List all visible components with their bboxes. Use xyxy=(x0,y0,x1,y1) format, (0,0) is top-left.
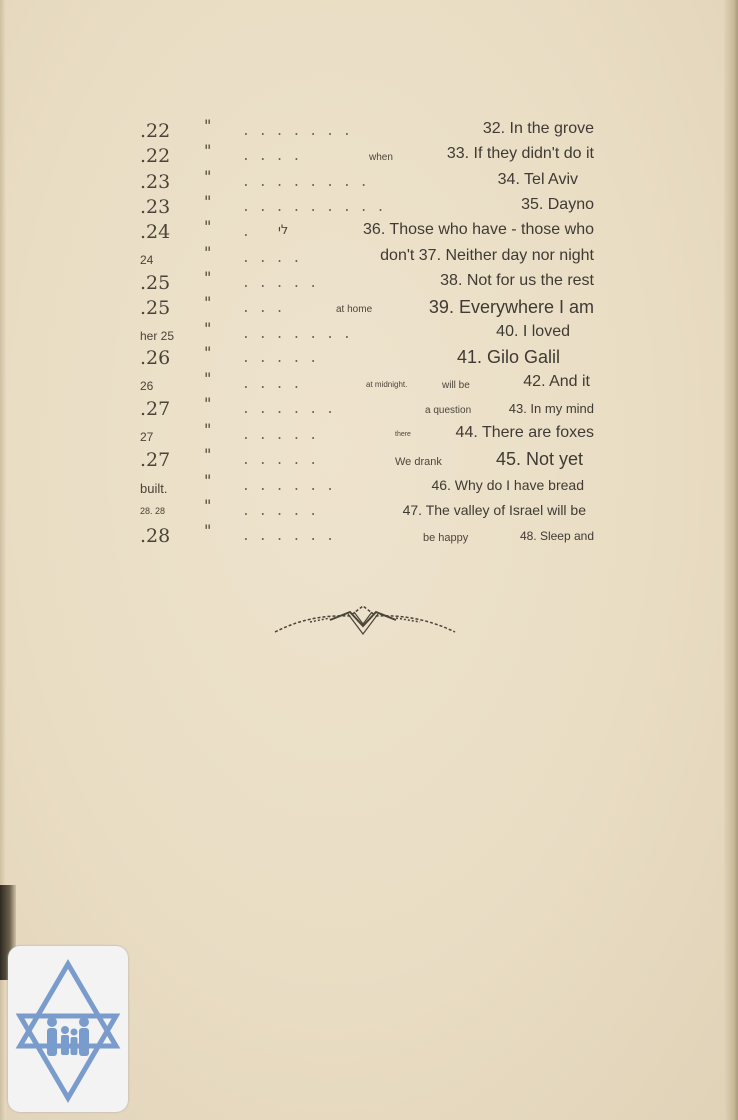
ditto-mark: " xyxy=(204,141,212,160)
leader-dots: ... xyxy=(242,301,293,316)
handwritten-note: at home xyxy=(336,304,373,315)
song-title: 46. Why do I have bread xyxy=(431,477,584,493)
toc-row xyxy=(0,141,738,171)
toc-row xyxy=(0,243,738,273)
ditto-mark: " xyxy=(204,192,212,211)
toc-row xyxy=(0,496,738,526)
leader-dots: ...... xyxy=(242,529,343,544)
toc-row xyxy=(0,445,738,475)
page-number: .23 xyxy=(140,171,171,193)
ditto-mark: " xyxy=(204,471,212,490)
page-number: .28 xyxy=(140,525,171,547)
ditto-mark: " xyxy=(204,217,212,236)
leader-dots: ..... xyxy=(242,276,327,291)
toc-row xyxy=(0,293,738,323)
handwritten-note: We drank xyxy=(395,456,442,468)
song-title: 33. If they didn't do it xyxy=(446,145,594,162)
ditto-mark: " xyxy=(204,293,212,312)
song-title: 47. The valley of Israel will be xyxy=(402,502,586,518)
ditto-mark: " xyxy=(204,521,212,540)
song-title: 48. Sleep and xyxy=(519,529,594,543)
leader-dots: ..... xyxy=(242,453,327,468)
leader-dots: ........ xyxy=(242,175,377,190)
page-number: her 25 xyxy=(140,329,175,343)
ditto-mark: " xyxy=(204,420,212,439)
song-title: 38. Not for us the rest xyxy=(440,272,594,289)
ditto-mark: " xyxy=(204,343,212,362)
song-title: 45. Not yet xyxy=(495,449,583,469)
song-title: 40. I loved xyxy=(496,323,570,340)
page-number: .27 xyxy=(140,449,171,471)
logo xyxy=(8,946,128,1112)
song-title: 43. In my mind xyxy=(508,401,594,416)
page-number: built. xyxy=(140,481,168,496)
handwritten-note: will be xyxy=(442,380,470,391)
page-number: 24 xyxy=(140,253,154,267)
handwritten-note: there xyxy=(395,431,411,438)
leader-dots: ..... xyxy=(242,351,327,366)
leader-dots: ......... xyxy=(242,200,394,215)
page-number: .24 xyxy=(140,221,171,243)
handwritten-note: a question xyxy=(425,405,472,416)
ditto-mark: " xyxy=(204,167,212,186)
page-number: .25 xyxy=(140,272,171,294)
hebrew-mark: לי xyxy=(278,223,289,238)
page-number: .22 xyxy=(140,145,171,167)
ditto-mark: " xyxy=(204,116,212,135)
ditto-mark: " xyxy=(204,394,212,413)
star-of-david-family-icon xyxy=(8,946,128,1112)
page-number: 27 xyxy=(140,430,154,444)
leader-dots: ..... xyxy=(242,428,327,443)
handwritten-note: be happy xyxy=(423,532,469,544)
ornament-divider-icon xyxy=(270,600,460,640)
page-number: 28. 28 xyxy=(140,506,166,516)
song-title: 42. And it xyxy=(523,373,590,390)
ditto-mark: " xyxy=(204,445,212,464)
toc-row xyxy=(0,268,738,298)
page-number: 26 xyxy=(140,379,154,393)
toc-row xyxy=(0,217,738,247)
ditto-mark: " xyxy=(204,496,212,515)
song-title: 32. In the grove xyxy=(482,120,594,137)
leader-dots: .... xyxy=(242,149,310,164)
page-number: .22 xyxy=(140,120,171,142)
toc-row xyxy=(0,192,738,222)
ditto-mark: " xyxy=(204,369,212,388)
leader-dots: ..... xyxy=(242,504,327,519)
handwritten-note: when xyxy=(369,152,393,163)
toc-row xyxy=(0,471,738,501)
toc-row xyxy=(0,116,738,146)
handwritten-note: at midnight. xyxy=(366,380,408,389)
toc-row xyxy=(0,343,738,373)
leader-dots: ....... xyxy=(242,327,360,342)
page-number: .27 xyxy=(140,398,171,420)
toc-row xyxy=(0,369,738,399)
toc-row xyxy=(0,420,738,450)
page-number: .26 xyxy=(140,347,171,369)
toc-row xyxy=(0,394,738,424)
song-title: don't 37. Neither day nor night xyxy=(380,247,594,264)
leader-dots: ...... xyxy=(242,479,343,494)
song-title: 44. There are foxes xyxy=(455,424,594,441)
page-number: .25 xyxy=(140,297,171,319)
page-number: .23 xyxy=(140,196,171,218)
leader-dots: ...... xyxy=(242,402,343,417)
song-title: 36. Those who have - those who xyxy=(363,221,594,238)
song-title: 35. Dayno xyxy=(521,196,594,213)
ditto-mark: " xyxy=(204,319,212,338)
song-title: 34. Tel Aviv xyxy=(497,171,578,188)
song-title: 41. Gilo Galil xyxy=(456,347,560,367)
ditto-mark: " xyxy=(204,268,212,287)
leader-dots: ....... xyxy=(242,124,360,139)
leader-dots: . xyxy=(242,225,259,240)
ditto-mark: " xyxy=(204,243,212,262)
toc-row xyxy=(0,167,738,197)
toc-row xyxy=(0,521,738,551)
toc-row xyxy=(0,319,738,349)
song-title: 39. Everywhere I am xyxy=(428,297,594,317)
leader-dots: .... xyxy=(242,251,310,266)
leader-dots: .... xyxy=(242,377,310,392)
